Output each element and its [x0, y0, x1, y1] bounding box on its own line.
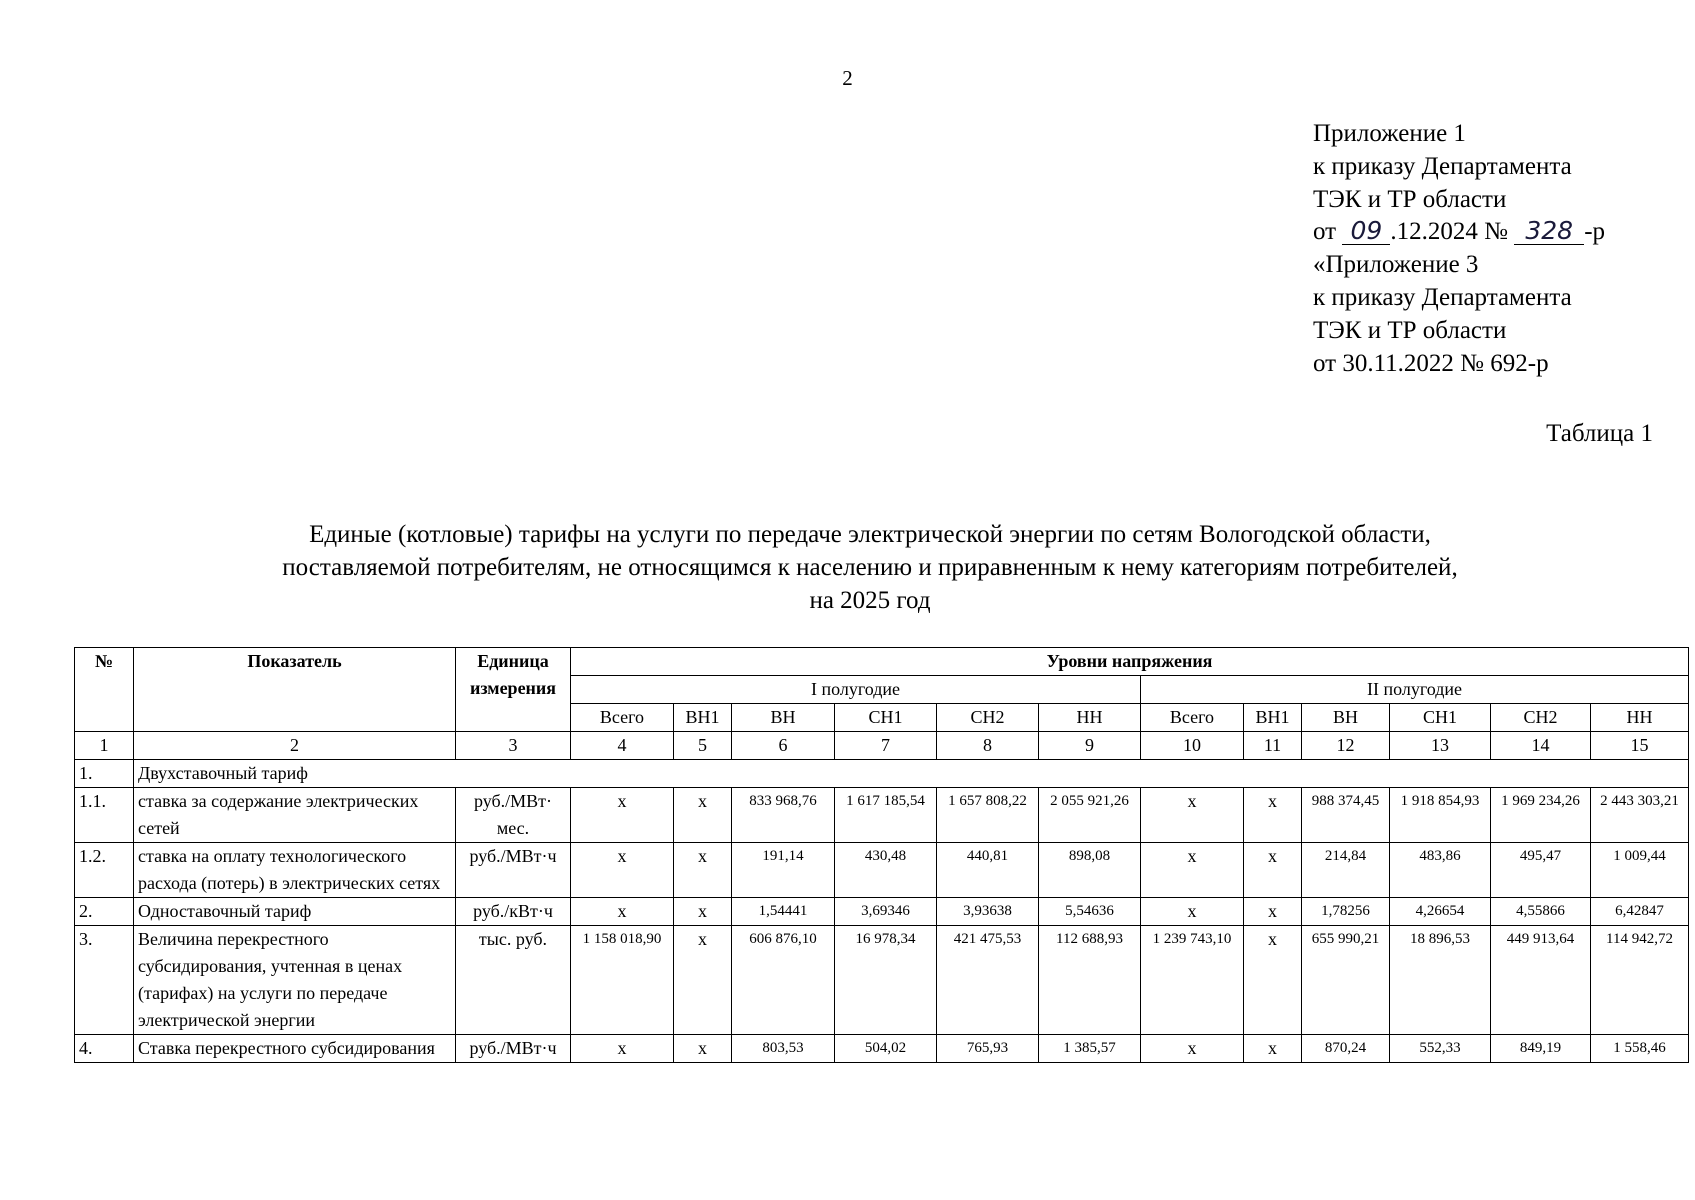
value-cell: 1,78256: [1302, 898, 1390, 926]
header-num: №: [75, 648, 134, 732]
table-row: [75, 788, 1689, 843]
page-number: 2: [842, 66, 853, 90]
title-line: поставляемой потребителям, не относящимся к населению и приравненным к нему категориям потребителей,: [282, 554, 1458, 581]
value-cell: 1 617 185,54: [835, 788, 937, 843]
header-level: ВН1: [674, 704, 732, 732]
appendix-line: «Приложение 3: [1313, 251, 1479, 279]
column-number: 8: [937, 732, 1039, 760]
row-num: 1.2.: [75, 843, 134, 898]
row-unit: руб./МВт·ч: [456, 843, 571, 898]
value-cell: 1 657 808,22: [937, 788, 1039, 843]
value-cell: x: [1141, 898, 1244, 926]
value-cell: x: [1244, 788, 1302, 843]
header-level: СН1: [1390, 704, 1491, 732]
row-num: 1.1.: [75, 788, 134, 843]
header-level: ВН: [1302, 704, 1390, 732]
header-half-1: I полугодие: [571, 676, 1141, 704]
row-label: ставка на оплату технологического расхода (потерь) в электрических сетях: [134, 843, 456, 898]
row-unit: руб./кВт·ч: [456, 898, 571, 926]
value-cell: 1 385,57: [1039, 1035, 1141, 1063]
header-level: ВН: [732, 704, 835, 732]
appendix-line: к приказу Департамента: [1313, 283, 1572, 311]
value-cell: 4,55866: [1491, 898, 1591, 926]
column-number: 9: [1039, 732, 1141, 760]
column-number: 2: [134, 732, 456, 760]
title-line: Единые (котловые) тарифы на услуги по передаче электрической энергии по сетям Вологодской области,: [309, 521, 1431, 548]
value-cell: x: [1244, 1035, 1302, 1063]
value-cell: x: [1141, 1035, 1244, 1063]
value-cell: 3,69346: [835, 898, 937, 926]
value-cell: x: [674, 843, 732, 898]
header-level: СН2: [937, 704, 1039, 732]
value-cell: 1 009,44: [1591, 843, 1689, 898]
row-label: Двухставочный тариф: [134, 760, 1689, 788]
table-row: [75, 1035, 1689, 1063]
value-cell: x: [1244, 843, 1302, 898]
appendix-order-line: [1313, 216, 1605, 249]
value-cell: 1 918 854,93: [1390, 788, 1491, 843]
column-number: 14: [1491, 732, 1591, 760]
value-cell: 495,47: [1491, 843, 1591, 898]
column-number: 7: [835, 732, 937, 760]
value-cell: x: [1244, 926, 1302, 1035]
row-label: Величина перекрестного субсидирования, учтенная в ценах (тарифах) на услуги по передаче электрической энергии: [134, 926, 456, 1035]
value-cell: 803,53: [732, 1035, 835, 1063]
appendix-line: Приложение 1: [1313, 120, 1466, 147]
value-cell: 4,26654: [1390, 898, 1491, 926]
value-cell: 833 968,76: [732, 788, 835, 843]
value-cell: x: [571, 1035, 674, 1063]
table-label: Таблица 1: [1546, 420, 1653, 447]
value-cell: 6,42847: [1591, 898, 1689, 926]
column-number: 3: [456, 732, 571, 760]
value-cell: x: [674, 788, 732, 843]
column-number: 4: [571, 732, 674, 760]
value-cell: x: [674, 926, 732, 1035]
order-mid: .12.2024 №: [1390, 218, 1515, 246]
table-row: [75, 843, 1689, 898]
value-cell: 1 239 743,10: [1141, 926, 1244, 1035]
column-number: 1: [75, 732, 134, 760]
appendix-line: ТЭК и ТР области: [1313, 316, 1507, 344]
value-cell: 765,93: [937, 1035, 1039, 1063]
value-cell: 849,19: [1491, 1035, 1591, 1063]
header-level: ВН1: [1244, 704, 1302, 732]
header-level: СН1: [835, 704, 937, 732]
value-cell: 114 942,72: [1591, 926, 1689, 1035]
column-number-row: [75, 732, 1689, 760]
column-number: 5: [674, 732, 732, 760]
value-cell: 18 896,53: [1390, 926, 1491, 1035]
value-cell: 898,08: [1039, 843, 1141, 898]
header-level: НН: [1591, 704, 1689, 732]
value-cell: 430,48: [835, 843, 937, 898]
value-cell: x: [571, 843, 674, 898]
value-cell: 449 913,64: [1491, 926, 1591, 1035]
value-cell: 214,84: [1302, 843, 1390, 898]
handwritten-day: 09: [1342, 218, 1390, 245]
order-suffix: -р: [1584, 218, 1606, 246]
column-number: 6: [732, 732, 835, 760]
row-unit: тыс. руб.: [456, 926, 571, 1035]
column-number: 10: [1141, 732, 1244, 760]
value-cell: 112 688,93: [1039, 926, 1141, 1035]
value-cell: 16 978,34: [835, 926, 937, 1035]
row-num: 4.: [75, 1035, 134, 1063]
appendix-line: от 30.11.2022 № 692-р: [1313, 349, 1549, 377]
value-cell: 3,93638: [937, 898, 1039, 926]
row-unit: руб./МВт· мес.: [456, 788, 571, 843]
order-prefix: от: [1313, 218, 1343, 246]
row-label: Одноставочный тариф: [134, 898, 456, 926]
row-label: ставка за содержание электрических сетей: [134, 788, 456, 843]
value-cell: 655 990,21: [1302, 926, 1390, 1035]
value-cell: x: [674, 1035, 732, 1063]
value-cell: 1 969 234,26: [1491, 788, 1591, 843]
column-number: 13: [1390, 732, 1491, 760]
value-cell: 1 158 018,90: [571, 926, 674, 1035]
value-cell: 421 475,53: [937, 926, 1039, 1035]
value-cell: 1,54441: [732, 898, 835, 926]
header-row: [75, 648, 1689, 676]
appendix-line: к приказу Департамента: [1313, 152, 1572, 180]
column-number: 12: [1302, 732, 1390, 760]
value-cell: 483,86: [1390, 843, 1491, 898]
row-unit: руб./МВт·ч: [456, 1035, 571, 1063]
value-cell: 2 055 921,26: [1039, 788, 1141, 843]
header-unit: Единица измерения: [456, 648, 571, 732]
column-number: 11: [1244, 732, 1302, 760]
appendix-line: ТЭК и ТР области: [1313, 185, 1507, 213]
header-level: НН: [1039, 704, 1141, 732]
row-num: 1.: [75, 760, 134, 788]
header-half-2: II полугодие: [1141, 676, 1689, 704]
table-row: [75, 898, 1689, 926]
value-cell: 504,02: [835, 1035, 937, 1063]
row-num: 2.: [75, 898, 134, 926]
value-cell: 988 374,45: [1302, 788, 1390, 843]
table-row: [75, 926, 1689, 1035]
header-level: Всего: [571, 704, 674, 732]
tariffs-table: [74, 647, 1689, 1063]
header-indicator: Показатель: [134, 648, 456, 732]
header-level: СН2: [1491, 704, 1591, 732]
value-cell: x: [1244, 898, 1302, 926]
header-voltage-levels: Уровни напряжения: [571, 648, 1689, 676]
handwritten-number: 328: [1514, 218, 1584, 245]
value-cell: x: [674, 898, 732, 926]
value-cell: 606 876,10: [732, 926, 835, 1035]
value-cell: x: [571, 898, 674, 926]
value-cell: 870,24: [1302, 1035, 1390, 1063]
header-level: Всего: [1141, 704, 1244, 732]
value-cell: x: [1141, 788, 1244, 843]
value-cell: 440,81: [937, 843, 1039, 898]
value-cell: 191,14: [732, 843, 835, 898]
value-cell: x: [571, 788, 674, 843]
row-label: Ставка перекрестного субсидирования: [134, 1035, 456, 1063]
row-num: 3.: [75, 926, 134, 1035]
value-cell: x: [1141, 843, 1244, 898]
title-line: на 2025 год: [809, 587, 931, 614]
document-title: [0, 518, 1695, 617]
column-number: 15: [1591, 732, 1689, 760]
value-cell: 5,54636: [1039, 898, 1141, 926]
value-cell: 552,33: [1390, 1035, 1491, 1063]
table-row: [75, 760, 1689, 788]
value-cell: 1 558,46: [1591, 1035, 1689, 1063]
appendix-block: [1313, 118, 1605, 380]
value-cell: 2 443 303,21: [1591, 788, 1689, 843]
